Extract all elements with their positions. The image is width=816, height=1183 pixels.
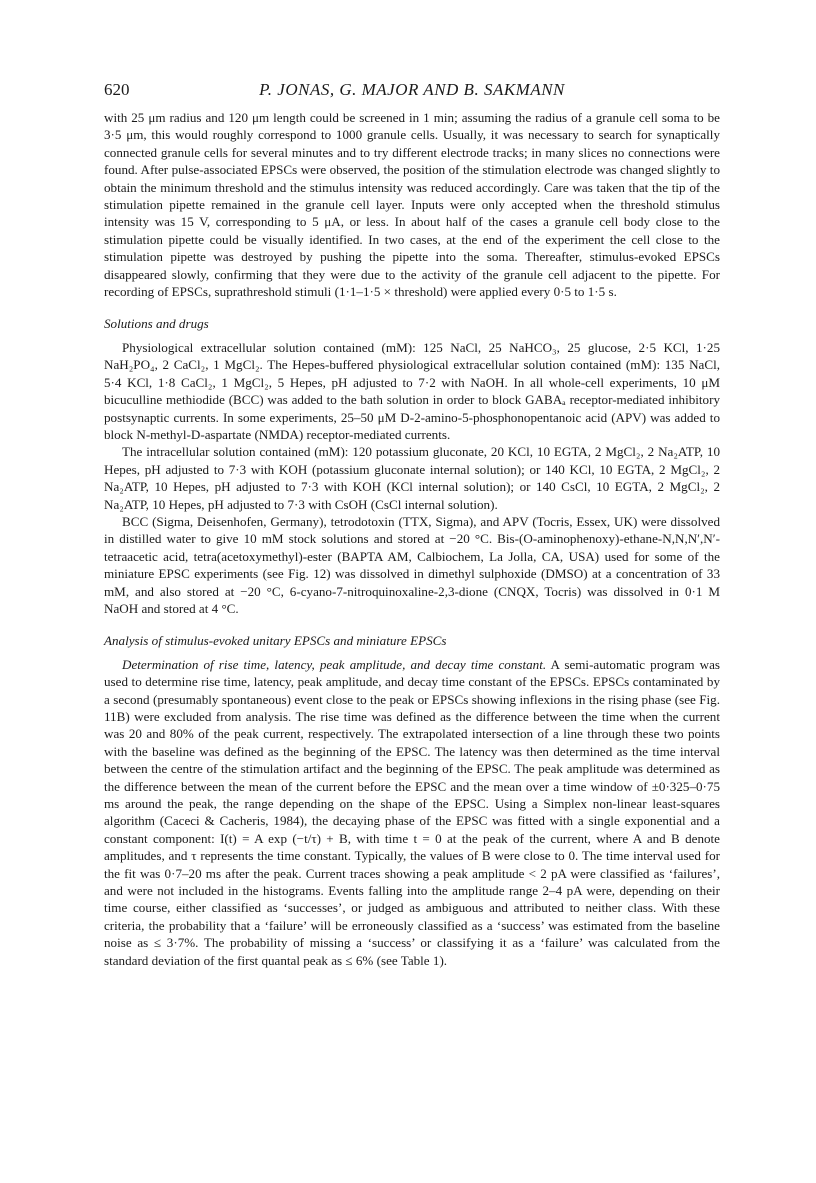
paragraph-analysis-text: A semi-automatic program was used to determine rise time, latency, peak amplitude, and decay time constant of the EPSCs. EPSCs contaminated by a second (presumably spontaneous) event close to the peak or EPSCs showing inflexions in the rising phase (see Fig. 11B) were excluded from analysis. The rise time was defined as the difference between the time when the current was 20 and 80% of the peak current, respectively. The extrapolated intersection of a line through these two points with the baseline was defined as the beginning of the EPSC. The latency was then determined as the time interval between the centre of the stimulation artifact and the beginning of the EPSC. The peak amplitude was determined as the difference between the mean of the current before the EPSC and the mean over a time window of ±0·325–0·75 ms around the peak, the range depending on the shape of the EPSC. Using a Simplex non-linear least-squares algorithm (Caceci & Cacheris, 1984), the decaying phase of the EPSC was fitted with a single exponential and a constant component: I(t) = A exp (−t/τ) + B, with time t = 0 at the peak of the current, where A and B denote amplitudes, and τ represents the time constant. Typically, the values of B were close to 0. The time interval used for the fit was 0·7–20 ms after the peak. Current traces showing a peak amplitude < 2 pA were classified as ‘failures’, and were not included in the histograms. Events falling into the amplitude range 2–4 pA were, depending on their time course, either classified as ‘successes’, or judged as ambiguous and attributed to neither class. With these criteria, the probability that a ‘failure’ will be erroneously classified as a ‘success’ was estimated from the baseline noise as ≤ 3·7%. The probability of missing a ‘success’ or classifying it as a ‘failure’ was calculated from the standard deviation of the first quantal peak as ≤ 6% (see Table 1). [104,656,720,968]
article-body [104,109,720,969]
paragraph-intracellular-solution: The intracellular solution contained (mM): 120 potassium gluconate, 20 KCl, 10 EGTA, 2 MgCl₂, 2 Na₂ATP, 10 Hepes, pH adjusted to 7·3 with KOH (potassium gluconate internal solution); or 140 KCl, 10 EGTA, 2 MgCl₂, 2 Na₂ATP, 10 Hepes, pH adjusted to 7·3 with KOH (KCl internal solution); or 140 CsCl, 10 EGTA, 2 MgCl₂, 2 Na₂ATP, 10 Hepes, pH adjusted to 7·3 with CsOH (CsCl internal solution). [104,444,720,512]
section-heading-analysis: Analysis of stimulus-evoked unitary EPSCs and miniature EPSCs [104,633,447,649]
paragraph-extracellular-solution: Physiological extracellular solution contained (mM): 125 NaCl, 25 NaHCO₃, 25 glucose, 2·5 KCl, 1·25 NaH₂PO₄, 2 CaCl₂, 1 MgCl₂. The Hepes-buffered physiological extracellular solution contained (mM): 135 NaCl, 5·4 KCl, 1·8 CaCl₂, 1 MgCl₂, 5 Hepes, pH adjusted to 7·2 with NaOH. In all whole-cell experiments, 10 μM bicuculline methiodide (BCC) was added to the bath solution in order to block GABAₐ receptor-mediated inhibitory postsynaptic currents. In some experiments, 25–50 μM D-2-amino-5-phosphonopentanoic acid (APV) was added to block N-methyl-D-aspartate (NMDA) receptor-mediated currents. [104,339,720,442]
paragraph-stimulation: with 25 μm radius and 120 μm length could be screened in 1 min; assuming the radius of a granule cell soma to be 3·5 μm, this would roughly correspond to 1000 granule cells. Usually, it was necessary to search for synaptically connected granule cells for several minutes and to try different electrode tracks; in many slices no connections were found. After pulse-associated EPSCs were observed, the position of the stimulation electrode was changed slightly to obtain the minimum threshold and the stimulus intensity was reduced accordingly. Care was taken that the tip of the stimulation pipette remained in the granule cell layer. Inputs were only accepted when the threshold stimulus intensity was 15 V, corresponding to 5 μA, or less. In about half of the cases a granule cell body close to the stimulation pipette could be visually identified. In two cases, at the end of the experiment the cell close to the stimulation pipette was destroyed by pushing the pipette into the soma. Thereafter, stimulus-evoked EPSCs disappeared slowly, confirming that they were due to the activity of the granule cell adjacent to the pipette. For recording of EPSCs, suprathreshold stimuli (1·1–1·5 × threshold) were applied every 0·5 to 1·5 s. [104,110,720,300]
page-header [104,80,720,104]
paragraph-analysis [104,656,720,969]
paragraph-drugs: BCC (Sigma, Deisenhofen, Germany), tetrodotoxin (TTX, Sigma), and APV (Tocris, Essex, UK) were dissolved in distilled water to give 10 mM stock solutions and stored at −20 °C. Bis-(O-aminophenoxy)-ethane-N,N,N′,N′-tetraacetic acid, tetra(acetoxymethyl)-ester (BAPTA AM, Calbiochem, La Jolla, CA, USA) used for some of the miniature EPSC experiments (see Fig. 12) was dissolved in dimethyl sulphoxide (DMSO) at a concentration of 33 mM, and also stored at −20 °C, 6-cyano-7-nitroquinoxaline-2,3-dione (CNQX, Tocris) was dissolved in 0·1 M NaOH and stored at 4 °C. [104,513,720,616]
paragraph-lead-in: Determination of rise time, latency, peak amplitude, and decay time constant. [122,656,547,672]
page-number: 620 [104,80,130,99]
section-heading-solutions: Solutions and drugs [104,316,209,332]
running-head-authors: P. JONAS, G. MAJOR AND B. SAKMANN [259,80,565,99]
